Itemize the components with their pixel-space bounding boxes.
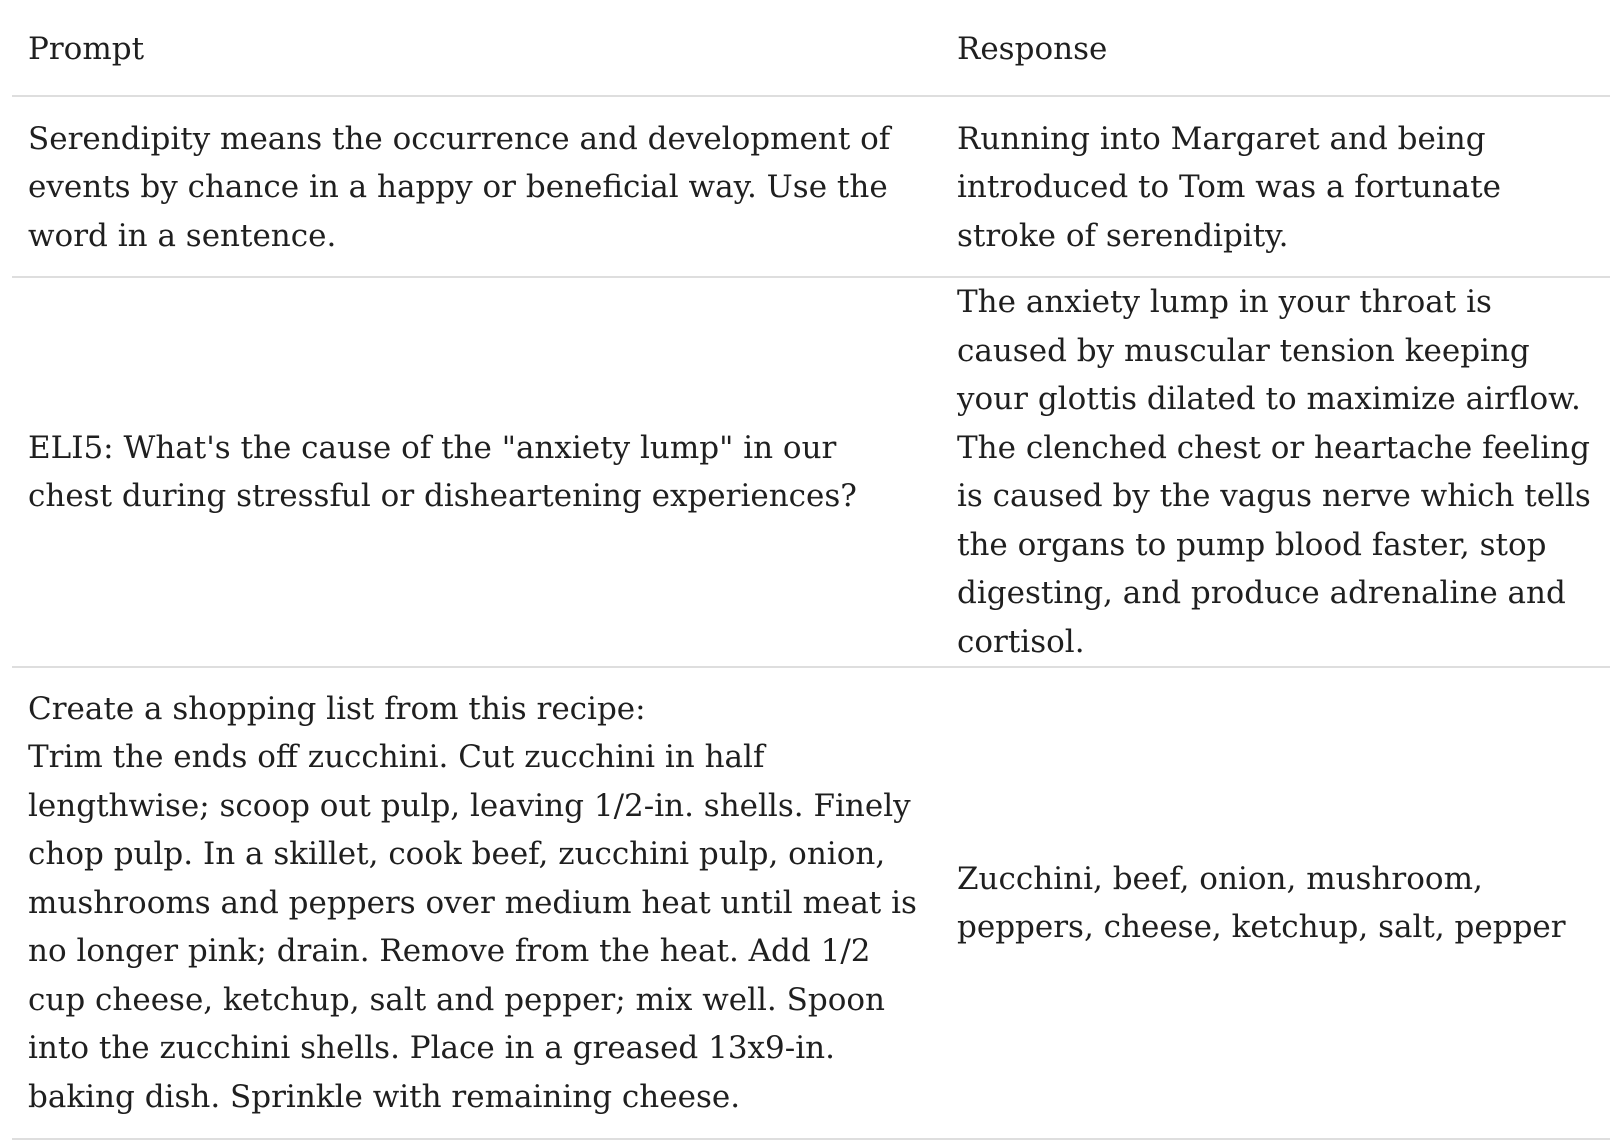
prompt-cell (12, 96, 941, 277)
table-row (12, 667, 1610, 1139)
prompt-text: Serendipity means the occurrence and development of events by chance in a happy or beneficial way. Use the word in a sentence. (28, 120, 901, 254)
prompt-cell (12, 277, 941, 667)
column-header-response: Response (941, 0, 1610, 96)
prompt-cell (12, 667, 941, 1139)
table-header (12, 0, 1610, 96)
response-cell (941, 667, 1610, 1139)
column-header-prompt: Prompt (12, 0, 941, 96)
response-text: Zucchini, beef, onion, mushroom, peppers, cheese, ketchup, salt, pepper (957, 860, 1566, 945)
table-body (12, 96, 1610, 1139)
prompt-text: Create a shopping list from this recipe: Trim the ends off zucchini. Cut zucchini in half lengthwise; scoop out pulp, leaving 1/2-in. shells. Finely chop pulp. In a skillet, cook beef, zucchini pulp, onion, mushrooms and peppers over medium heat until meat is no longer pink; drain. Remove from the heat. Add 1/2 cup cheese, ketchup, salt and pepper; mix well. Spoon into the zucchini shells. Place in a greased 13x9-in. baking dish. Sprinkle with remaining cheese. (28, 690, 917, 1115)
response-text: Running into Margaret and being introduced to Tom was a fortunate stroke of serendipity. (957, 120, 1511, 254)
prompt-text: ELI5: What's the cause of the "anxiety lump" in our chest during stressful or disheartening experiences? (28, 429, 857, 514)
response-cell (941, 96, 1610, 277)
table-row (12, 96, 1610, 277)
header-row (12, 0, 1610, 96)
response-text: The anxiety lump in your throat is caused by muscular tension keeping your glottis dilated to maximize airflow. The clenched chest or heartache feeling is caused by the vagus nerve which tells the organs to pump blood faster, stop digesting, and produce adrenaline and cortisol. (957, 284, 1601, 660)
table-row (12, 277, 1610, 667)
prompt-response-table (12, 0, 1610, 1140)
response-cell (941, 277, 1610, 667)
